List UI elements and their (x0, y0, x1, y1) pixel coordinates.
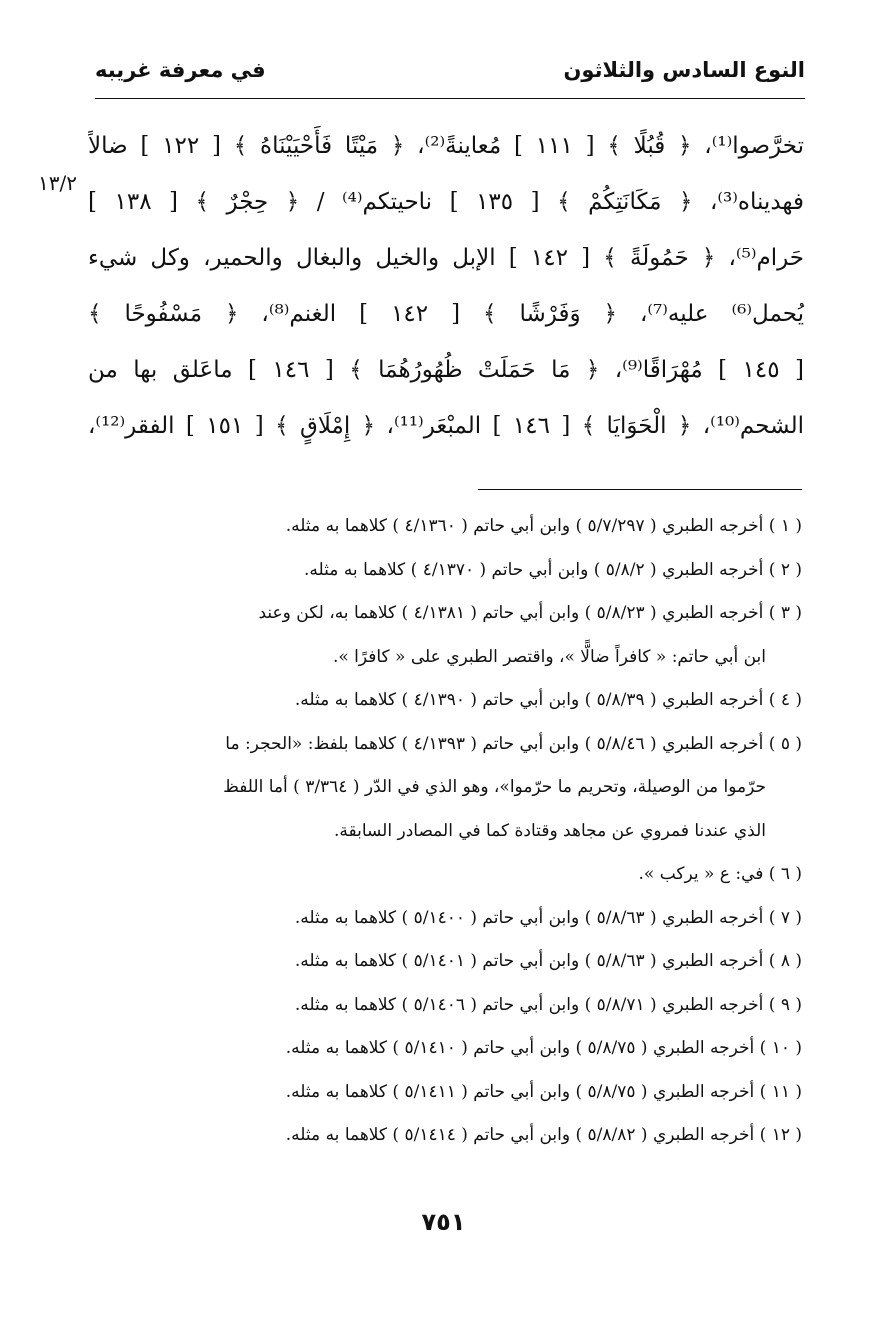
footnote: ( ٣ ) أخرجه الطبري ( ٥/٨/٢٣ ) وابن أبي حاتم ( ٤/١٣٨١ ) كلاهما به، لكن وعند (258, 603, 802, 623)
footnote: ( ١٠ ) أخرجه الطبري ( ٥/٨/٧٥ ) وابن أبي حاتم ( ٥/١٤١٠ ) كلاهما به مثله. (285, 1038, 802, 1058)
footnotes (90, 505, 802, 1158)
footnote: ( ٩ ) أخرجه الطبري ( ٥/٨/٧١ ) وابن أبي حاتم ( ٥/١٤٠٦ ) كلاهما به مثله. (294, 994, 802, 1015)
footnote: ( ١١ ) أخرجه الطبري ( ٥/٨/٧٥ ) وابن أبي حاتم ( ٥/١٤١١ ) كلاهما به مثله. (285, 1081, 802, 1102)
footnote: ( ٢ ) أخرجه الطبري ( ٥/٨/٢ ) وابن أبي حاتم ( ٤/١٣٧٠ ) كلاهما به مثله. (304, 559, 802, 580)
footnote-continuation: ابن أبي حاتم: « كافراً ضالًّا »، واقتصر الطبري على « كافرًا ». (332, 646, 766, 667)
footnote: ( ١ ) أخرجه الطبري ( ٥/٧/٢٩٧ ) وابن أبي حاتم ( ٤/١٣٦٠ ) كلاهما به مثله. (285, 516, 802, 536)
main-text-line: يُحمل⁽⁶⁾ عليه⁽⁷⁾، ﴿ وَفَرْشًا ﴾ [ ١٤٢ ] الغنم⁽⁸⁾، ﴿ مَسْفُوحًا ﴾ (88, 301, 804, 327)
footnote: ( ٥ ) أخرجه الطبري ( ٥/٨/٤٦ ) وابن أبي حاتم ( ٤/١٣٩٣ ) كلاهما بلفظ: «الحجر: ما (225, 733, 802, 754)
footnote: ( ٤ ) أخرجه الطبري ( ٥/٨/٣٩ ) وابن أبي حاتم ( ٤/١٣٩٠ ) كلاهما به مثله. (294, 690, 802, 710)
footnote: ( ١٢ ) أخرجه الطبري ( ٥/٨/٨٢ ) وابن أبي حاتم ( ٥/١٤١٤ ) كلاهما به مثله. (285, 1125, 802, 1145)
header-rule (95, 98, 805, 99)
main-text-line: حَرام⁽⁵⁾، ﴿ حَمُولَةً ﴾ [ ١٤٢ ] الإبل والخيل والبغال والحمير، وكل شيء (88, 245, 804, 271)
footnote: ( ٧ ) أخرجه الطبري ( ٥/٨/٦٣ ) وابن أبي حاتم ( ٥/١٤٠٠ ) كلاهما به مثله. (294, 907, 802, 928)
main-text-line: [ ١٤٥ ] مُهْرَاقًا⁽⁹⁾، ﴿ مَا حَمَلَتْ ظُهُورُهُمَا ﴾ [ ١٤٦ ] ماعَلق بها من (88, 357, 804, 383)
main-text-line: تخرَّصوا⁽¹⁾، ﴿ قُبُلًا ﴾ [ ١١١ ] مُعاينةً⁽²⁾، ﴿ مَيْتًا فَأَحْيَيْنَاهُ ﴾ [ ١٢٢ ] ضالاً (88, 133, 804, 159)
footnote-continuation: الذي عندنا فمروي عن مجاهد وقتادة كما في المصادر السابقة. (333, 820, 766, 841)
footnote: ( ٦ ) في: ع « يركب ». (638, 864, 802, 884)
running-header-chapter: النوع السادس والثلاثون (563, 58, 805, 82)
footnote: ( ٨ ) أخرجه الطبري ( ٥/٨/٦٣ ) وابن أبي حاتم ( ٥/١٤٠١ ) كلاهما به مثله. (294, 951, 802, 971)
margin-reference: ١٣/٢ (38, 171, 77, 195)
footnote-continuation: حرّموا من الوصيلة، وتحريم ما حرّموا»، وهو الذي في الدّر ( ٣/٣٦٤ ) أما اللفظ (223, 777, 766, 797)
footnote-rule (478, 489, 802, 490)
main-text-line: فهديناه⁽³⁾، ﴿ مَكَانَتِكُمْ ﴾ [ ١٣٥ ] ناحيتكم⁽⁴⁾ / ﴿ حِجْرٌ ﴾ [ ١٣٨ ] (88, 189, 804, 215)
running-header-section: في معرفة غريبه (95, 58, 266, 82)
page-number: ٧٥١ (421, 1208, 466, 1236)
main-text-line: الشحم⁽¹⁰⁾، ﴿ الْحَوَايَا ﴾ [ ١٤٦ ] المبْعَر⁽¹¹⁾، ﴿ إِمْلَاقٍ ﴾ [ ١٥١ ] الفقر⁽¹²⁾، (88, 413, 804, 439)
main-text (88, 118, 804, 454)
